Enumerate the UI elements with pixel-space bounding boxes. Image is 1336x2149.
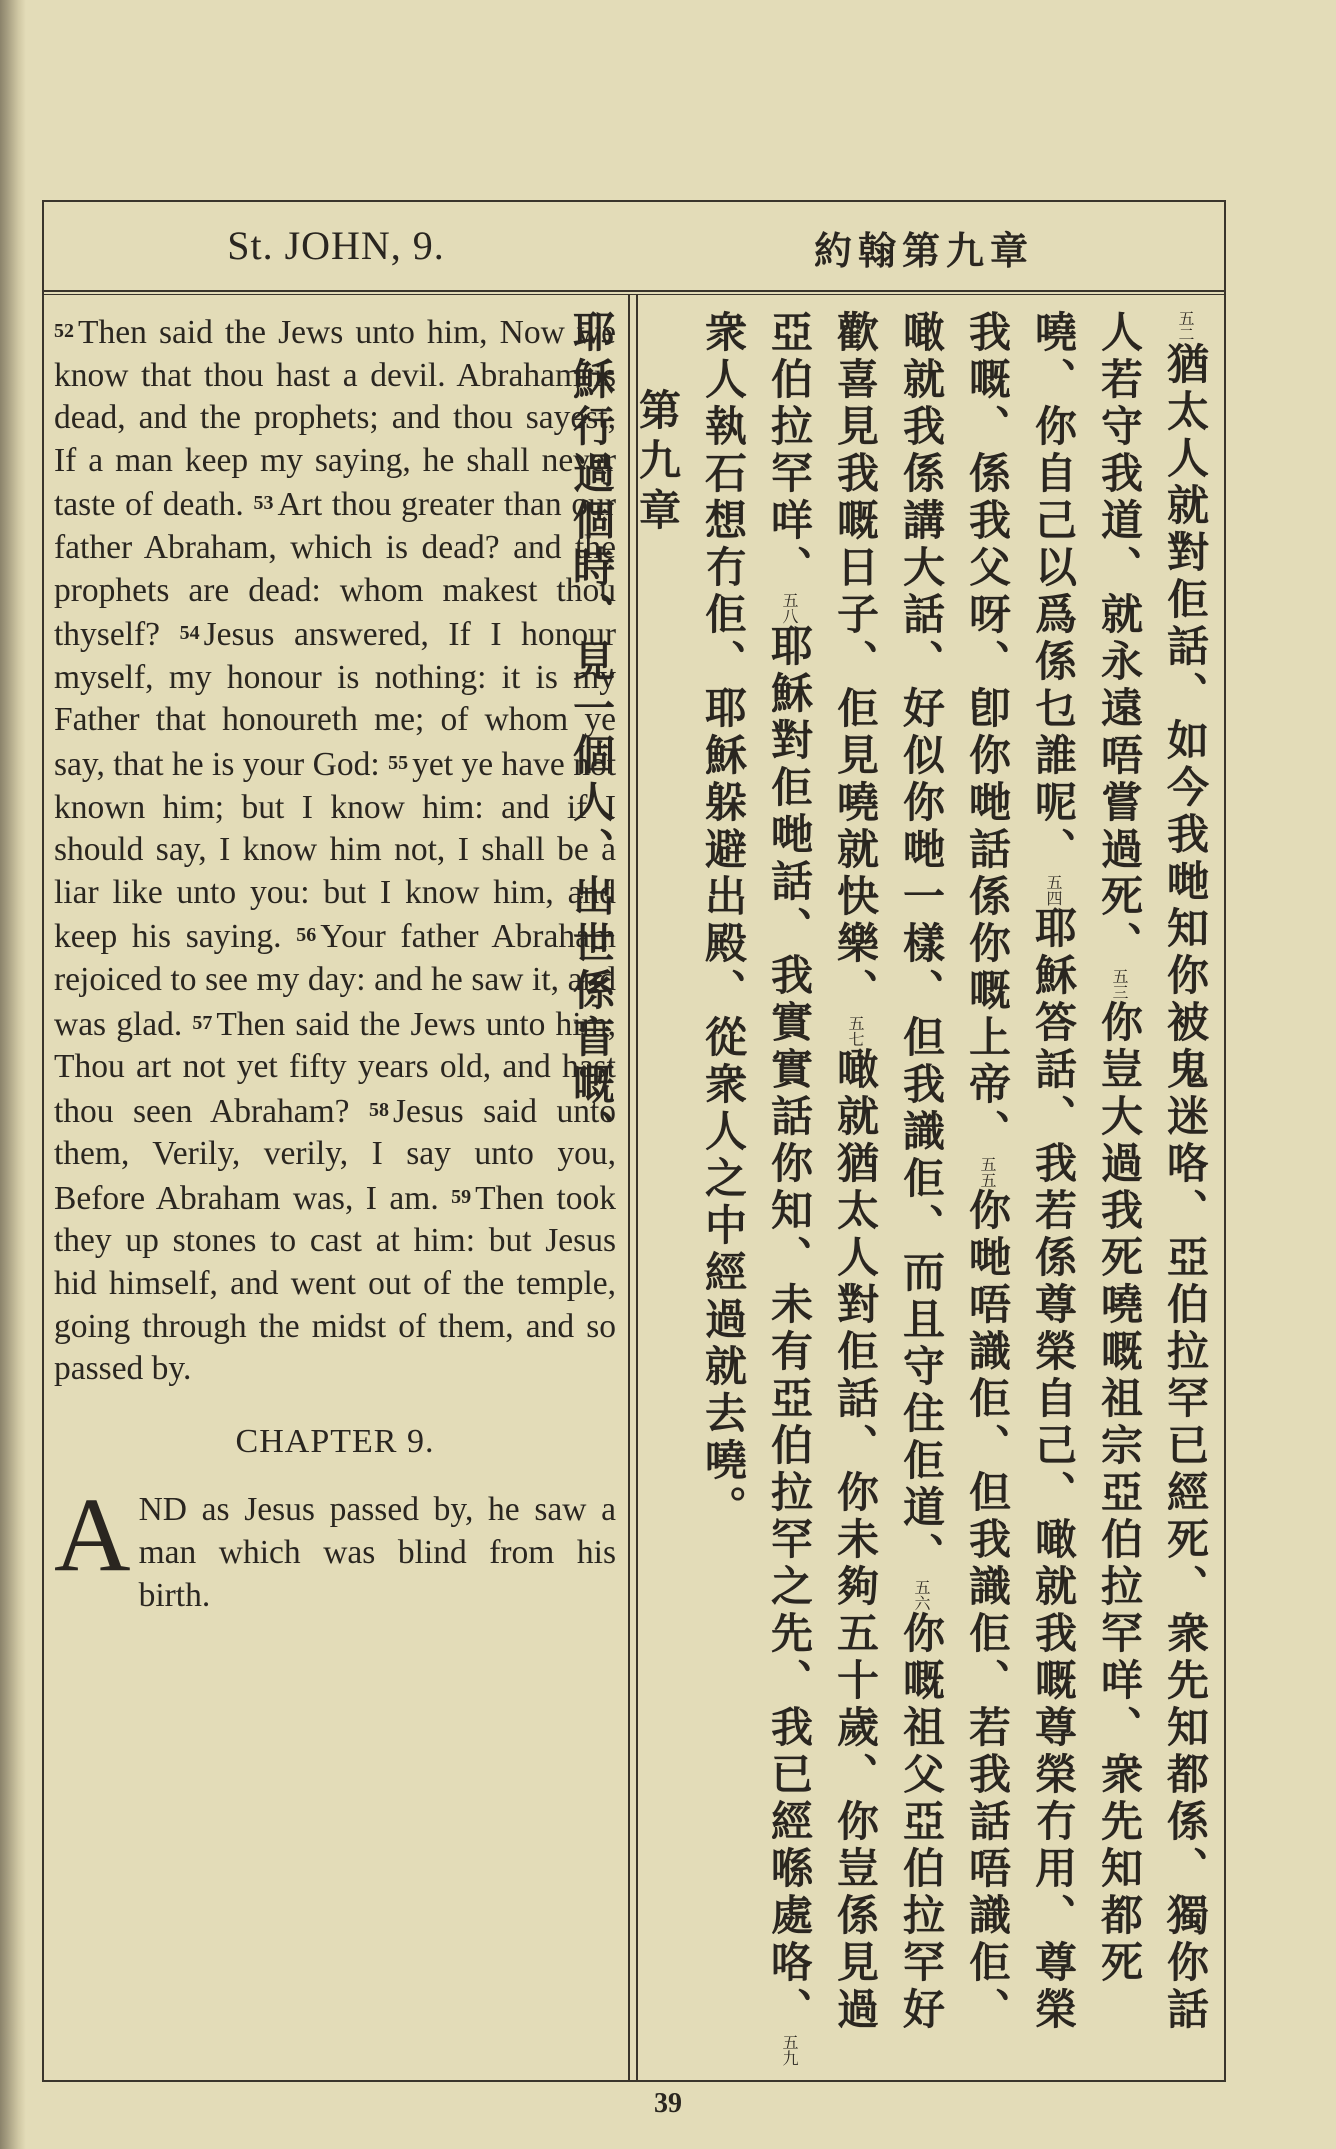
verse-number-chinese: 五二 xyxy=(1176,310,1195,342)
verse-text-chinese: 耶穌答話、我若係尊榮自己、噉就我嘅尊榮冇用、尊榮我嘅、係我父呀、卽你哋話係你嘅上帝、 xyxy=(963,310,1078,2034)
chapter-opening-text: ND as Jesus passed by, he saw a man which was blind from his birth. xyxy=(138,1491,616,1614)
verse-number: 58 xyxy=(368,1098,389,1121)
verse-text-chinese: 你哋唔識佢、但我識佢、若我話唔識佢、噉就我係講大話、好似你哋一樣、但我識佢、而且守住佢道、 xyxy=(897,310,1012,2034)
verse-text: Jesus said unto them, Verily, verily, I say unto you, Before Abraham was, I am. xyxy=(54,1092,617,1217)
verse-text: Your father Abraham rejoiced to see my day: and he saw it, and was glad. xyxy=(54,918,617,1043)
verse-text-chinese: 耶穌對佢哋話、我實實話你知、未有亞伯拉罕之先、我已經喺處咯、 xyxy=(765,624,814,2034)
verse-number: 52 xyxy=(54,320,74,342)
verse-number: 57 xyxy=(192,1011,213,1034)
verse-number-chinese: 五八 xyxy=(780,592,799,624)
chapter-opening-text-chinese: 耶穌行過個時、見一個人、出世係盲嘅、 xyxy=(567,310,616,1156)
verse-number-chinese: 五七 xyxy=(846,1015,865,1047)
english-paragraph-john-9 xyxy=(54,1476,616,1617)
verse-number-chinese: 五六 xyxy=(912,1579,931,1611)
verse-number-chinese: 五九 xyxy=(780,2034,799,2066)
verse-text: Jesus answered, If I honour myself, my honour is nothing: it is my Father that honoureth me; of whom ye say, that he is your God: xyxy=(54,616,616,783)
verse-text-chinese: 猶太人就對佢話、如今我哋知你被鬼迷咯、亞伯拉罕已經死、衆先知都係、獨你話人若守我道、就永遠唔嘗過死、 xyxy=(1095,310,1210,2034)
verse-number: 59 xyxy=(451,1185,472,1208)
page-frame xyxy=(42,200,1226,2082)
verse-text-chinese: 你豈大過我死嘵嘅祖宗亞伯拉罕咩、衆先知都死嘵、你自己以爲係乜誰呢、 xyxy=(1029,310,1144,1987)
header-title-english: St. JOHN, 9. xyxy=(227,223,445,268)
verse-text: Then said the Jews unto him, Now we know that thou hast a devil. Abraham is dead, and the prophets; and thou sayest, If a man keep my saying, he shall never taste of death. xyxy=(54,314,616,524)
chinese-column xyxy=(567,310,1218,2070)
verse-number: 54 xyxy=(179,622,200,645)
verse-number-chinese: 五五 xyxy=(978,1156,997,1188)
book-spine-shadow xyxy=(0,0,26,2149)
verse-text-chinese: 你嘅祖父亞伯拉罕好歡喜見我嘅日子、佢見嘵就快樂、 xyxy=(831,310,946,2034)
page-number: 39 xyxy=(654,2088,682,2119)
chapter-heading-english: CHAPTER 9. xyxy=(235,1422,435,1460)
chinese-paragraph-john-8 xyxy=(690,310,1218,2070)
header-title-chinese: 約翰第九章 xyxy=(813,229,1034,273)
drop-cap: A xyxy=(54,1476,131,1594)
verse-text: Art thou greater than our father Abraham, which is dead? and the prophets are dead: whom makest thou thyself? xyxy=(54,486,616,654)
verse-text: Then took they up stones to cast at him: but Jesus hid himself, and went out of the temple, going through the midst of them, and so passed by. xyxy=(54,1179,617,1388)
verse-number-chinese: 五三 xyxy=(1110,968,1129,1000)
verse-text: yet ye have not known him; but I know him: and if I should say, I know him not, I shall be a liar like unto you: but I know him, and keep his saying. xyxy=(54,745,616,956)
english-column xyxy=(54,310,616,1617)
verse-text-chinese: 噉就猶太人對佢話、你未夠五十歲、你豈係見過亞伯拉罕咩、 xyxy=(765,310,880,2034)
running-header xyxy=(44,202,1224,292)
verse-number: 56 xyxy=(296,924,317,947)
english-paragraph-john-8 xyxy=(54,310,616,1391)
verse-text: Then said the Jews unto him, Thou art not yet fifty years old, and hast thou seen Abraham? xyxy=(54,1005,616,1130)
chapter-heading-chinese: 第九章 xyxy=(633,388,682,538)
verse-number-chinese: 五四 xyxy=(1044,874,1063,906)
verse-text-chinese: 衆人執石想冇佢、耶穌躲避出殿、從衆人之中經過就去嘵。 xyxy=(699,310,748,1532)
verse-number: 55 xyxy=(388,751,409,774)
verse-number: 53 xyxy=(253,492,274,515)
